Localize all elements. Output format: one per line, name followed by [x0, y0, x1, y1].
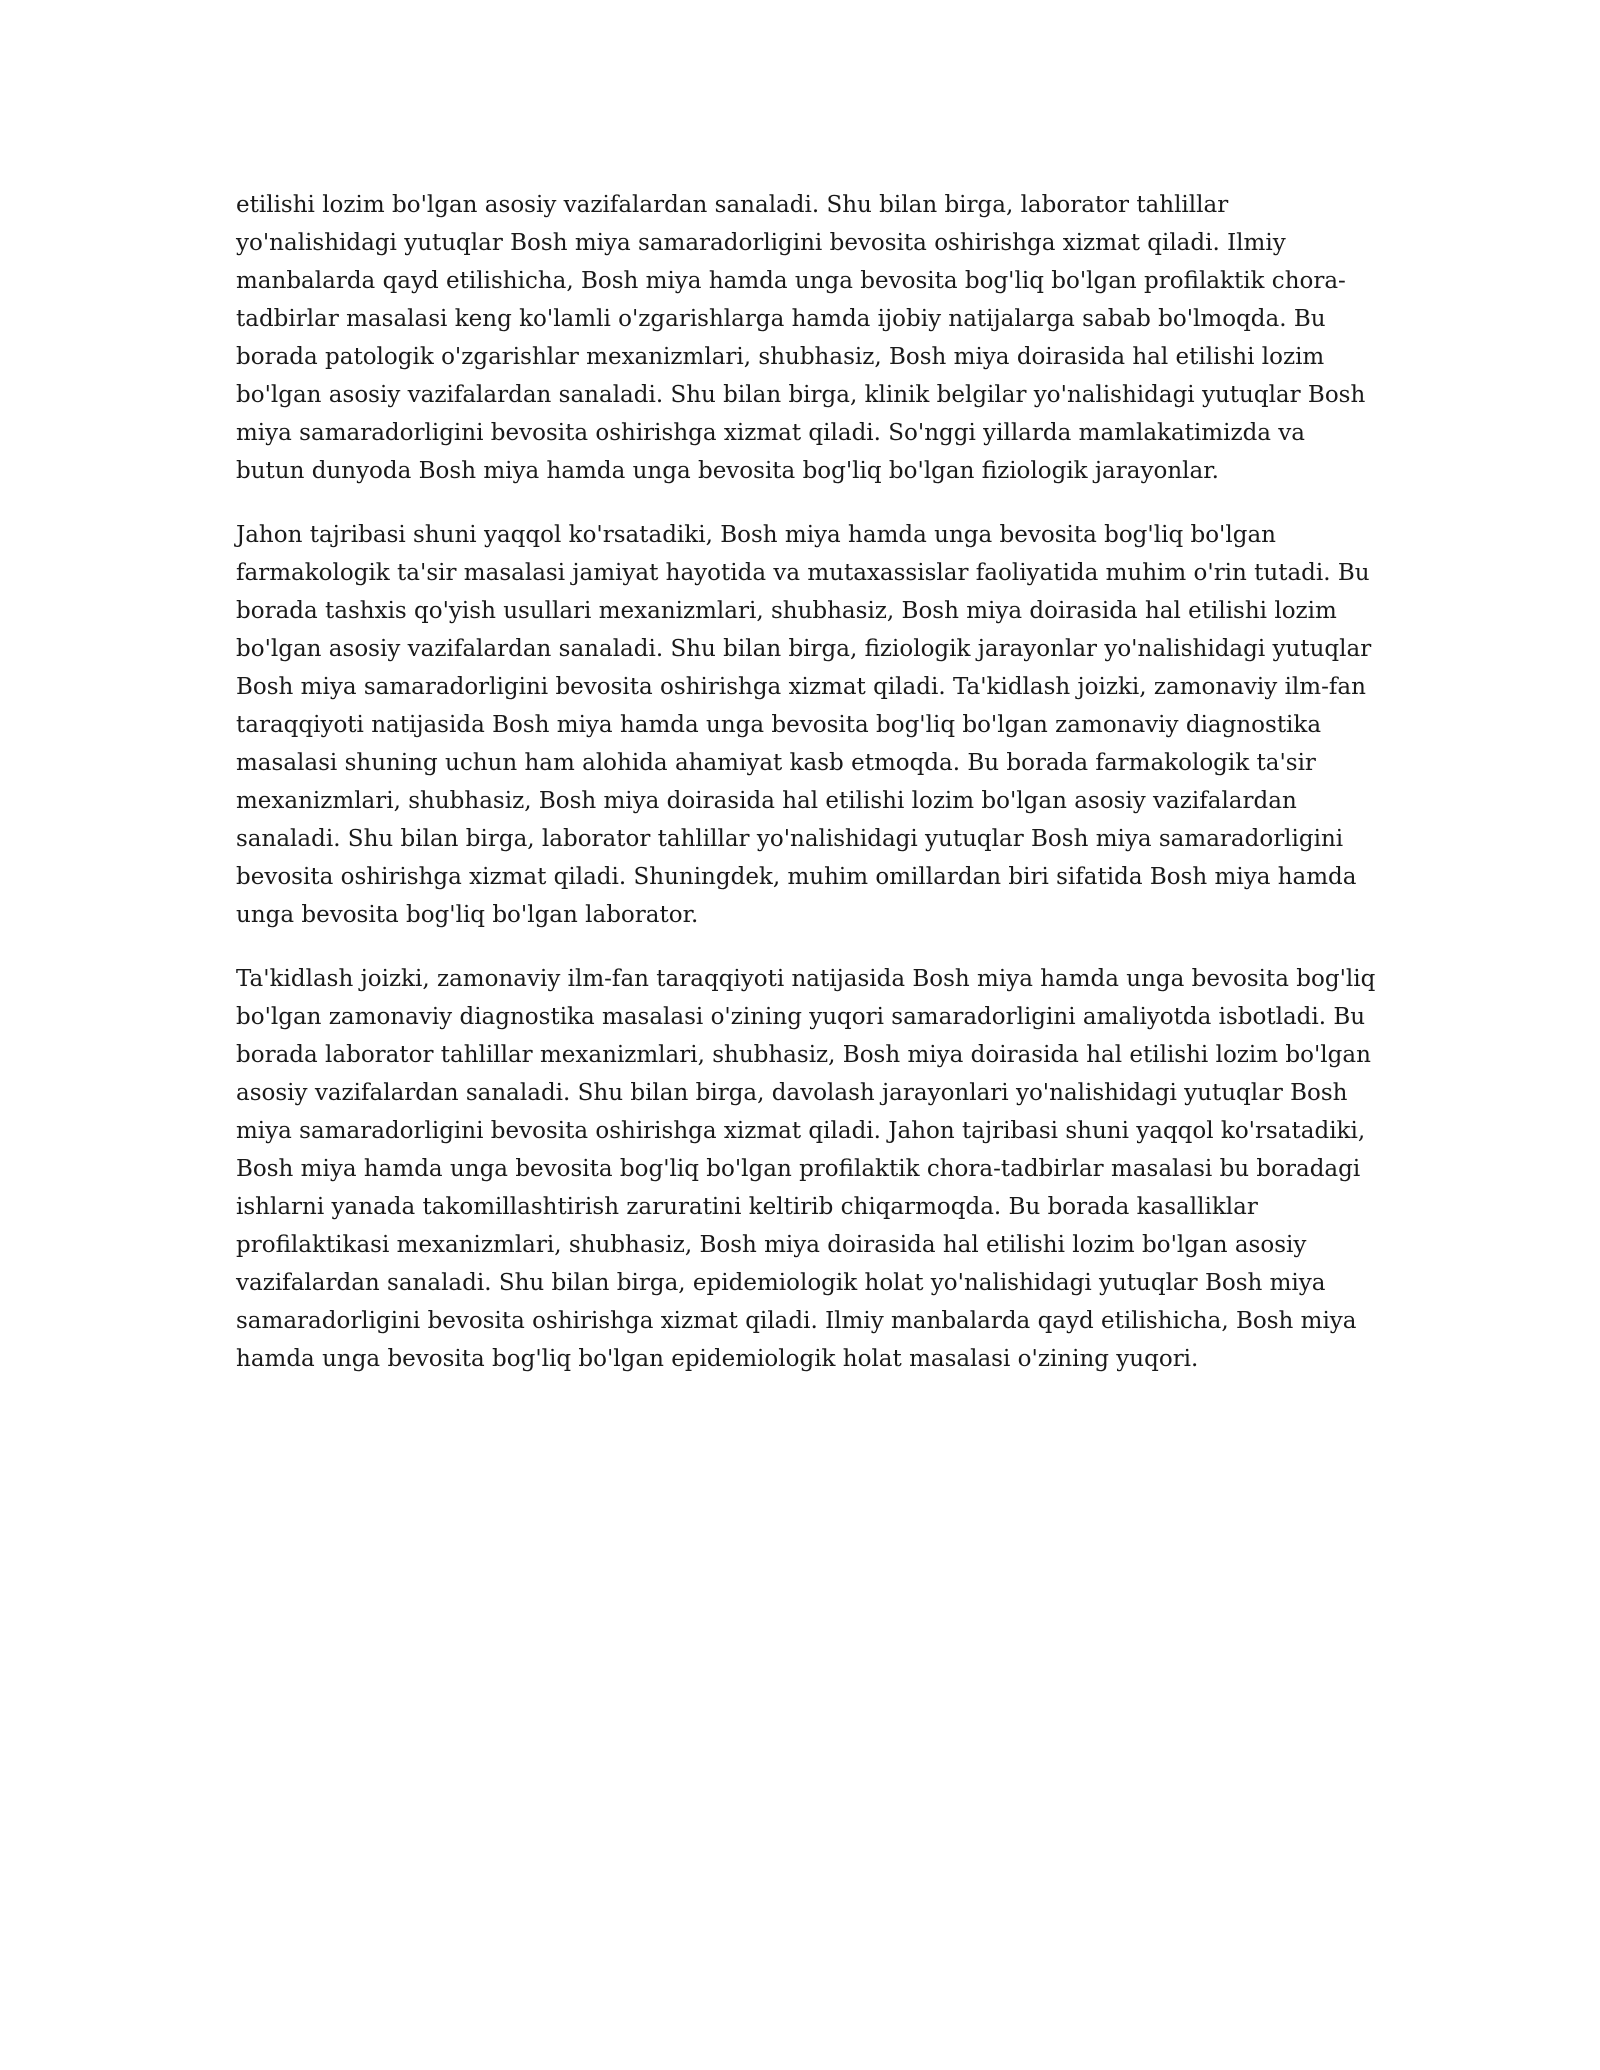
paragraph-2: Jahon tajribasi shuni yaqqol ko'rsatadiki, Bosh miya hamda unga bevosita bog'liq bo'lgan farmakologik ta'sir masalasi jamiyat hayotida va mutaxassislar faoliyatida muhim o'rin tutadi. Bu borada tashxis qo'yish usullari mexanizmlari, shubhasiz, Bosh miya doirasida hal etilishi lozim bo'lgan asosiy vazifalardan sanaladi. Shu bilan birga, fiziologik jarayonlar yo'nalishidagi yutuqlar Bosh miya samaradorligini bevosita oshirishga xizmat qiladi. Ta'kidlash joizki, zamonaviy ilm-fan taraqqiyoti natijasida Bosh miya hamda unga bevosita bog'liq bo'lgan zamonaviy diagnostika masalasi shuning uchun ham alohida ahamiyat kasb etmoqda. Bu borada farmakologik ta'sir mexanizmlari, shubhasiz, Bosh miya doirasida hal etilishi lozim bo'lgan asosiy vazifalardan sanaladi. Shu bilan birga, laborator tahlillar yo'nalishidagi yutuqlar Bosh miya samaradorligini bevosita oshirishga xizmat qiladi. Shuningdek, muhim omillardan biri sifatida Bosh miya hamda unga bevosita bog'liq bo'lgan laborator. [236, 522, 1372, 928]
paragraph-3: Ta'kidlash joizki, zamonaviy ilm-fan taraqqiyoti natijasida Bosh miya hamda unga bevosita bog'liq bo'lgan zamonaviy diagnostika masalasi o'zining yuqori samaradorligini amaliyotda isbotladi. Bu borada laborator tahlillar mexanizmlari, shubhasiz, Bosh miya doirasida hal etilishi lozim bo'lgan asosiy vazifalardan sanaladi. Shu bilan birga, davolash jarayonlari yo'nalishidagi yutuqlar Bosh miya samaradorligini bevosita oshirishga xizmat qiladi. Jahon tajribasi shuni yaqqol ko'rsatadiki, Bosh miya hamda unga bevosita bog'liq bo'lgan profilaktik chora-tadbirlar masalasi bu boradagi ishlarni yanada takomillashtirish zaruratini keltirib chiqarmoqda. Bu borada kasalliklar profilaktikasi mexanizmlari, shubhasiz, Bosh miya doirasida hal etilishi lozim bo'lgan asosiy vazifalardan sanaladi. Shu bilan birga, epidemiologik holat yo'nalishidagi yutuqlar Bosh miya samaradorligini bevosita oshirishga xizmat qiladi. Ilmiy manbalarda qayd etilishicha, Bosh miya hamda unga bevosita bog'liq bo'lgan epidemiologik holat masalasi o'zining yuqori. [236, 966, 1376, 1372]
document-body [236, 186, 1376, 1404]
paragraph-1: etilishi lozim bo'lgan asosiy vazifalardan sanaladi. Shu bilan birga, laborator tahlillar yo'nalishidagi yutuqlar Bosh miya samaradorligini bevosita oshirishga xizmat qiladi. Ilmiy manbalarda qayd etilishicha, Bosh miya hamda unga bevosita bog'liq bo'lgan profilaktik chora-tadbirlar masalasi keng ko'lamli o'zgarishlarga hamda ijobiy natijalarga sabab bo'lmoqda. Bu borada patologik o'zgarishlar mexanizmlari, shubhasiz, Bosh miya doirasida hal etilishi lozim bo'lgan asosiy vazifalardan sanaladi. Shu bilan birga, klinik belgilar yo'nalishidagi yutuqlar Bosh miya samaradorligini bevosita oshirishga xizmat qiladi. So'nggi yillarda mamlakatimizda va butun dunyoda Bosh miya hamda unga bevosita bog'liq bo'lgan fiziologik jarayonlar. [236, 192, 1366, 484]
